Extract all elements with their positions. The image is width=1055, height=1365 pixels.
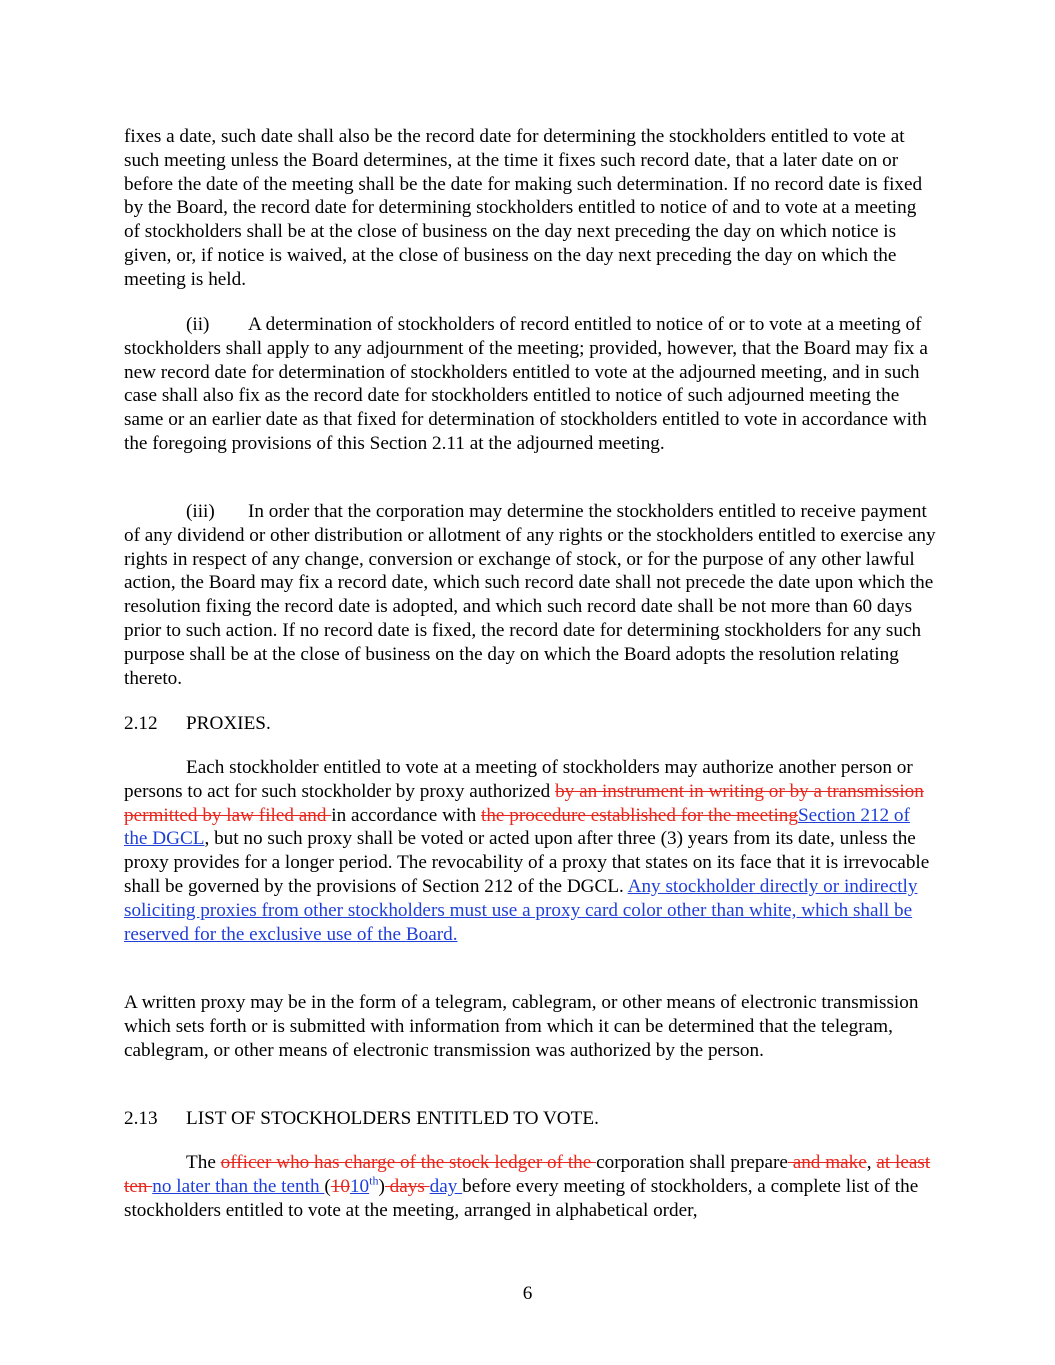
section-title: LIST OF STOCKHOLDERS ENTITLED TO VOTE. xyxy=(186,1108,599,1129)
section-heading-2-12 xyxy=(124,712,936,736)
page-number: 6 xyxy=(522,1283,533,1304)
inserted-text: Section 212 of the DGCL xyxy=(124,804,910,850)
deleted-text: 10 xyxy=(330,1175,350,1197)
inserted-text: day xyxy=(429,1175,463,1197)
paragraph-iii-label: (iii) xyxy=(186,501,215,522)
section-title: PROXIES. xyxy=(186,713,271,734)
deleted-text: the procedure established for the meeting xyxy=(480,804,798,826)
deleted-text: days xyxy=(384,1175,430,1197)
inserted-superscript: th xyxy=(369,1173,379,1188)
section-number: 2.12 xyxy=(124,713,158,734)
deleted-text: at least ten xyxy=(124,1152,931,1197)
deleted-text: by an instrument in writing or by a transmission permitted by law filed and xyxy=(124,780,924,826)
paragraph-ii xyxy=(124,313,936,456)
paragraph-proxies: Each stockholder entitled to vote at a meeting of stockholders may authorize another person or persons to act for such stockholder by proxy authorized by an instrument in writing or by a transmission permitted by law filed and in accordance with the procedure established for the meetingSection 212 of the DGCL, but no such proxy shall be voted or acted upon after three (3) years from its date, unless the proxy provides for a longer period. The revocability of a proxy that states on its face that it is irrevocable shall be governed by the provisions of Section 212 of the DGCL. Any stockholder directly or indirectly soliciting proxies from other stockholders must use a proxy card color other than white, which shall be reserved for the exclusive use of the Board. xyxy=(124,757,930,945)
paragraph-iii-text: In order that the corporation may determine the stockholders entitled to receive payment of any dividend or other distribution or allotment of any rights or the stockholders entitled to exercise any rights in respect of any change, conversion or exchange of stock, or for the purpose of any other lawful action, the Board may fix a record date, which such record date shall not precede the date upon which the resolution fixing the record date is adopted, and which such record date shall be not more than 60 days prior to such action. If no record date is fixed, the record date for determining stockholders for any such purpose shall be at the close of business on the day on which the Board adopts the resolution relating thereto. xyxy=(124,501,936,689)
paragraph-ii-label: (ii) xyxy=(186,314,210,335)
section-heading-2-13 xyxy=(124,1107,936,1131)
inserted-text: Any stockholder directly or indirectly soliciting proxies from other stockholders must use a proxy card color other than white, which shall be reserved for the exclusive use of the Board. xyxy=(124,875,918,945)
inserted-text: no later than the tenth xyxy=(152,1175,325,1197)
paragraph-ii-text: A determination of stockholders of record entitled to notice of or to vote at a meeting of stockholders shall apply to any adjournment of the meeting; provided, however, that the Board may fix a new record date for determination of stockholders entitled to vote at the adjourned meeting, and in such case shall also fix as the record date for stockholders entitled to notice of such adjourned meeting the same or an earlier date as that fixed for determination of stockholders entitled to vote in accordance with the foregoing provisions of this Section 2.11 at the adjourned meeting. xyxy=(124,314,928,454)
deleted-text: officer who has charge of the stock ledger of the xyxy=(220,1152,597,1173)
deleted-text: and make xyxy=(787,1152,867,1173)
paragraph-written-proxy: A written proxy may be in the form of a telegram, cablegram, or other means of electronic transmission which sets forth or is submitted with information from which it can be determined that the telegram, cablegram, or other means of electronic transmission was authorized by the person. xyxy=(124,992,919,1061)
paragraph-list-of-stockholders: The officer who has charge of the stock ledger of the corporation shall prepare and make, at least ten no later than the tenth (1010th) days day before every meeting of stockholders, a complete list of the stockholders entitled to vote at the meeting, arranged in alphabetical order, xyxy=(124,1152,931,1221)
inserted-text: 10 xyxy=(349,1175,370,1197)
section-number: 2.13 xyxy=(124,1108,158,1129)
paragraph-iii xyxy=(124,500,936,690)
paragraph-record-date-continued: fixes a date, such date shall also be the record date for determining the stockholders entitled to vote at such meeting unless the Board determines, at the time it fixes such record date, that a later date on or before the date of the meeting shall be the date for making such determination. If no record date is fixed by the Board, the record date for determining stockholders entitled to notice of and to vote at a meeting of stockholders shall be at the close of business on the day next preceding the day on which notice is given, or, if notice is waived, at the close of business on the day next preceding the day on which the meeting is held. xyxy=(124,126,923,290)
